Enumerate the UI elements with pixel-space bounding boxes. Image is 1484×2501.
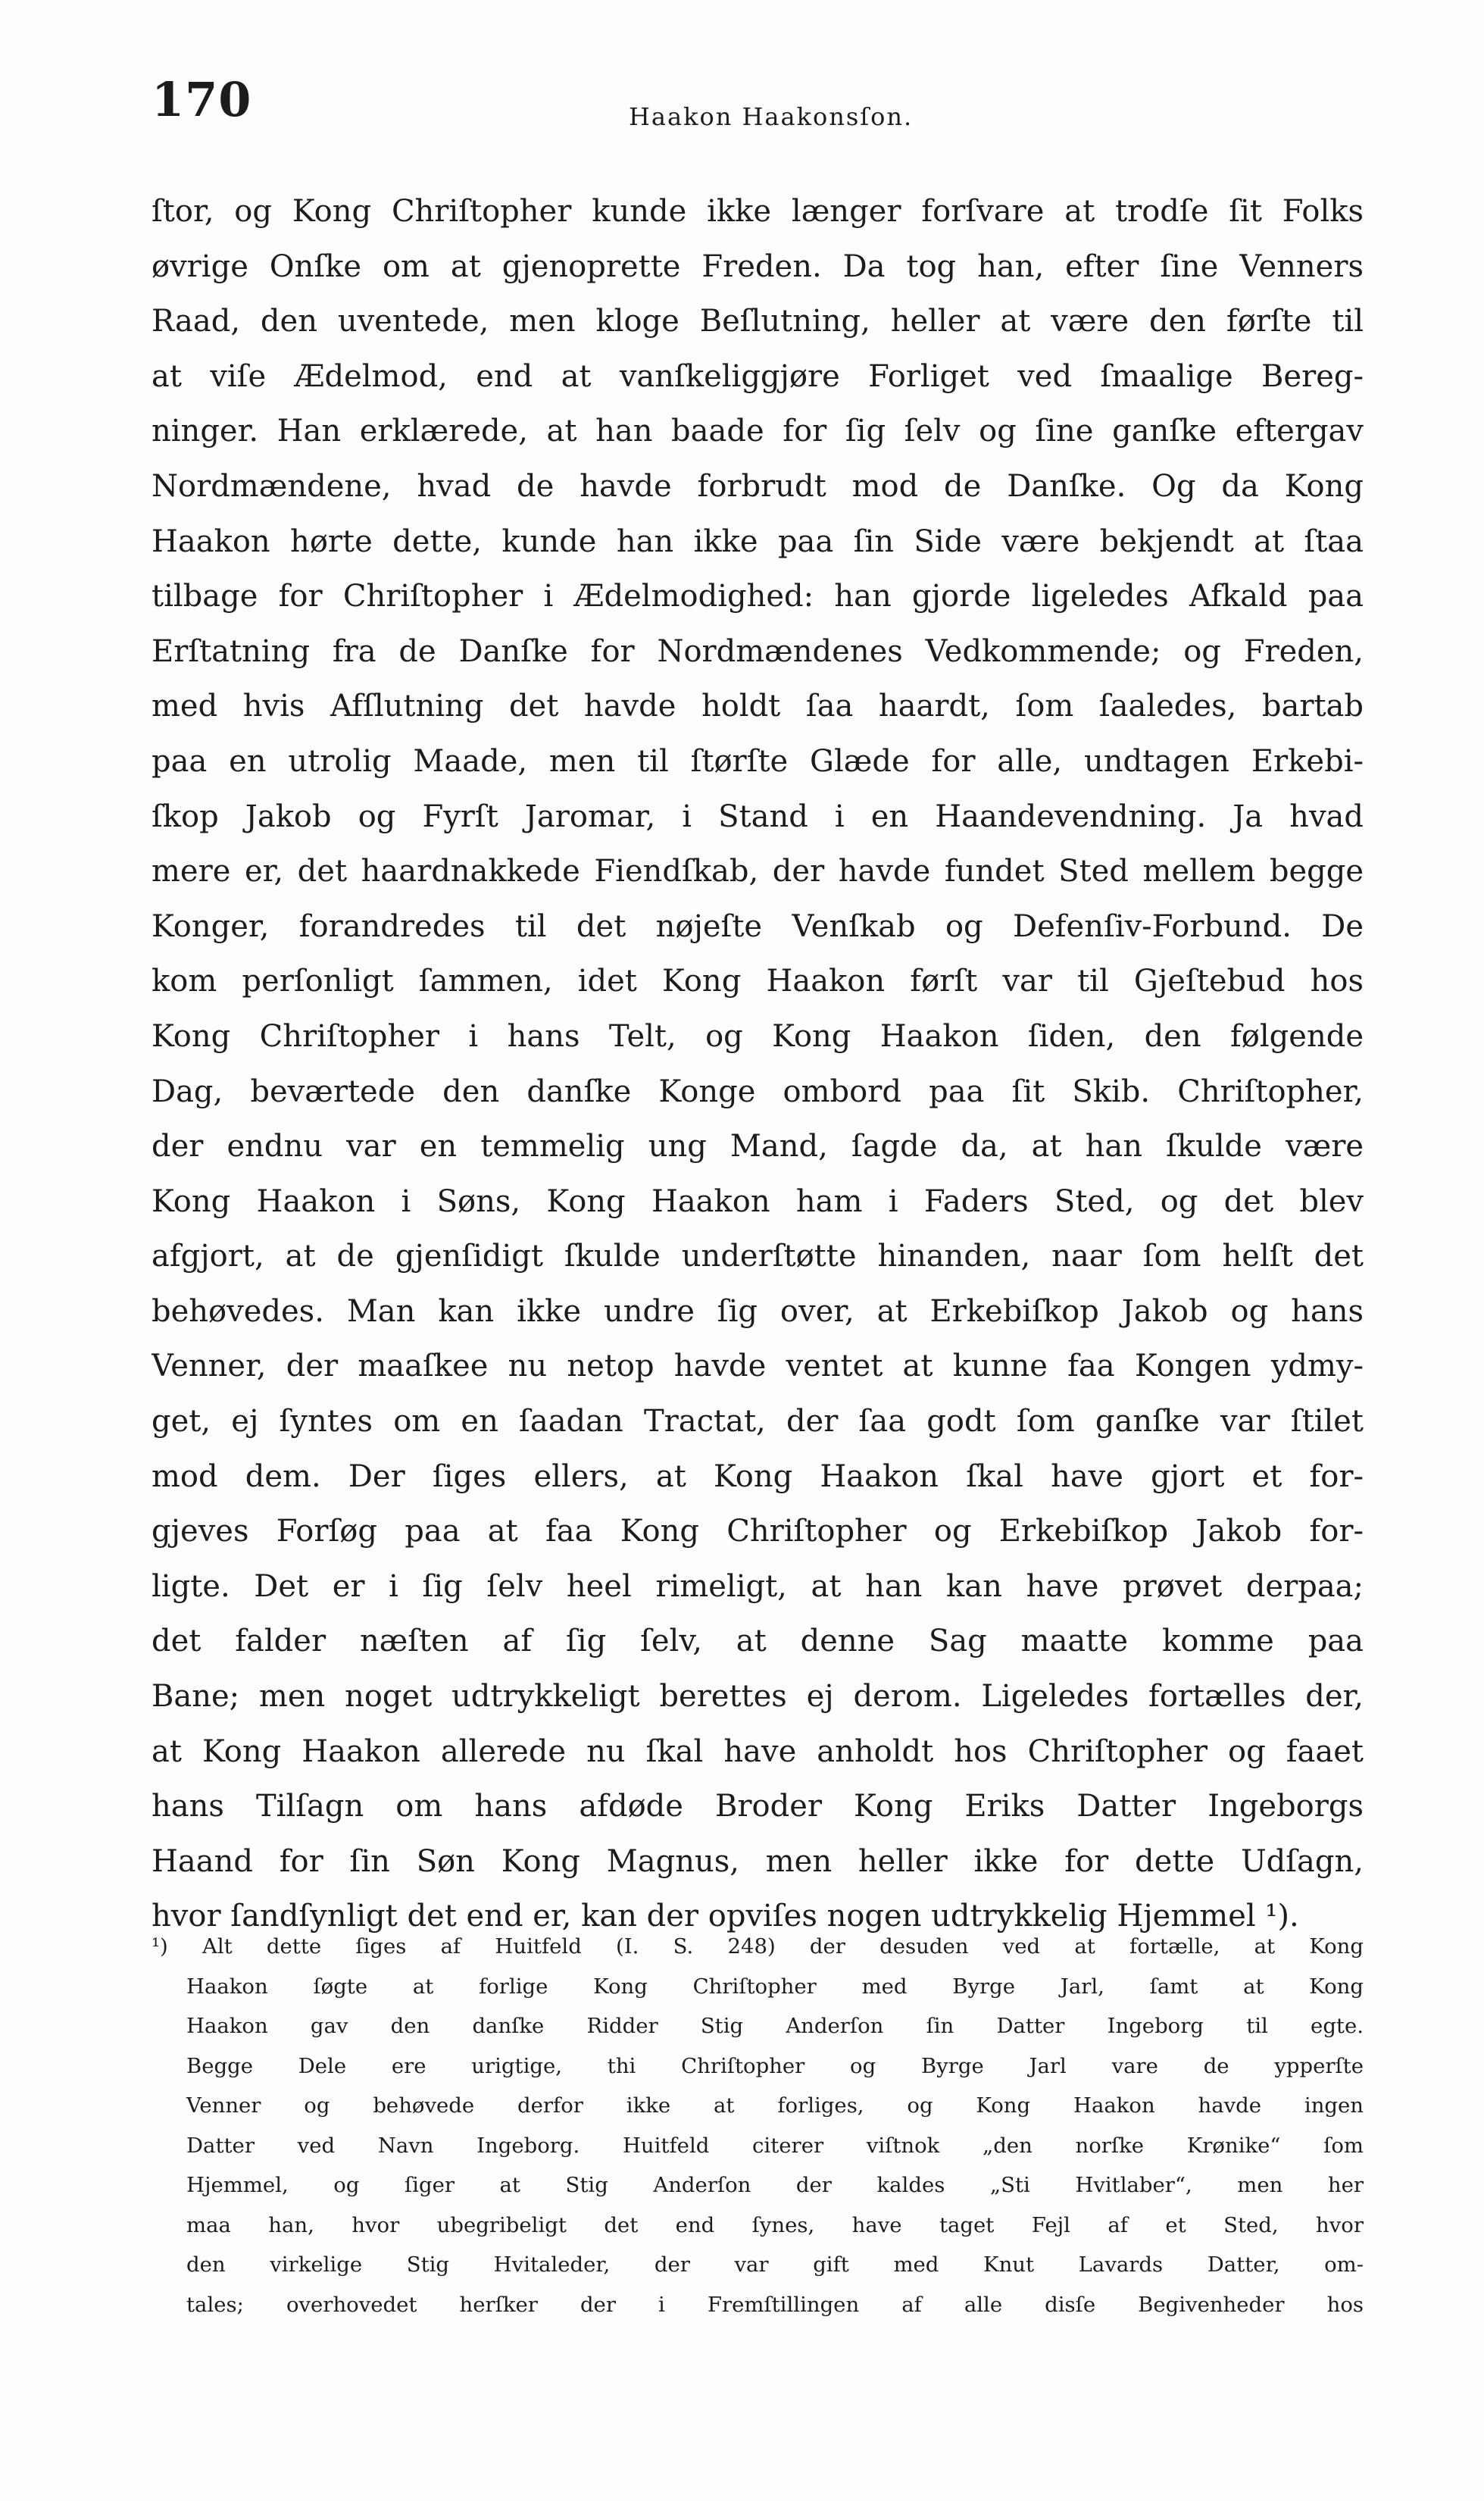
body-line: at Kong Haakon allerede nu ſkal have anholdt hos Chriſtopher og faaet <box>152 1734 1364 1769</box>
body-line: kom perſonligt ſammen, idet Kong Haakon førſt var til Gjeſtebud hos <box>152 964 1364 999</box>
footnote-line: Hjemmel, og ſiger at Stig Anderſon der kaldes „Sti Hvitlaber“, men her <box>186 2173 1364 2197</box>
body-line: paa en utrolig Maade, men til ſtørſte Glæde for alle, undtagen Erkebi- <box>152 743 1364 779</box>
body-line: ſtor, og Kong Chriſtopher kunde ikke længer forſvare at trodſe ſit Folks <box>152 194 1364 229</box>
body-line: Kong Chriſtopher i hans Telt, og Kong Haakon ſiden, den følgende <box>152 1018 1364 1054</box>
footnote-line: Haakon ſøgte at forlige Kong Chriſtopher med Byrge Jarl, ſamt at Kong <box>186 1974 1364 1999</box>
body-line: med hvis Afſlutning det havde holdt ſaa haardt, ſom ſaaledes, bartab <box>152 689 1364 724</box>
body-line: tilbage for Chriſtopher i Ædelmodighed: han gjorde ligeledes Afkald paa <box>152 579 1364 614</box>
body-line: Dag, beværtede den danſke Konge ombord paa ſit Skib. Chriſtopher, <box>152 1074 1364 1109</box>
body-line: Haakon hørte dette, kunde han ikke paa ſin Side være bekjendt at ſtaa <box>152 524 1364 559</box>
footnote-line: tales; overhovedet herſker der i Fremſtillingen af alle disſe Begivenheder hos <box>186 2292 1364 2317</box>
body-line: afgjort, at de gjenſidigt ſkulde underſtøtte hinanden, naar ſom helſt det <box>152 1239 1364 1274</box>
body-line: ligte. Det er i ſig ſelv heel rimeligt, at han kan have prøvet derpaa; <box>152 1568 1364 1604</box>
body-line: ſkop Jakob og Fyrſt Jaromar, i Stand i en Haandevendning. Ja hvad <box>152 799 1364 834</box>
body-line: Bane; men noget udtrykkeligt berettes ej derom. Ligeledes fortælles der, <box>152 1679 1364 1715</box>
body-line: mod dem. Der ſiges ellers, at Kong Haakon ſkal have gjort et for- <box>152 1458 1364 1494</box>
page-header <box>152 72 1364 140</box>
body-line: Nordmændene, hvad de havde forbrudt mod de Danſke. Og da Kong <box>152 468 1364 504</box>
footnote-line: den virkelige Stig Hvitaleder, der var gift med Knut Lavards Datter, om- <box>186 2252 1364 2277</box>
body-line: Konger, forandredes til det nøjeſte Venſkab og Defenſiv-Forbund. De <box>152 908 1364 944</box>
body-line: Erſtatning fra de Danſke for Nordmændenes Vedkommende; og Freden, <box>152 633 1364 669</box>
body-line: øvrige Onſke om at gjenoprette Freden. Da tog han, efter ſine Venners <box>152 249 1364 284</box>
body-text <box>152 184 1364 1944</box>
footnote-line: Datter ved Navn Ingeborg. Huitfeld citerer viſtnok „den norſke Krønike“ ſom <box>186 2133 1364 2158</box>
page-number: 170 <box>152 72 252 127</box>
footnote-line: Begge Dele ere urigtige, thi Chriſtopher og Byrge Jarl vare de ypperſte <box>186 2053 1364 2078</box>
body-line: at viſe Ædelmod, end at vanſkeliggjøre Forliget ved ſmaalige Bereg- <box>152 358 1364 394</box>
body-line: mere er, det haardnakkede Fiendſkab, der havde fundet Sted mellem begge <box>152 854 1364 889</box>
footnote-line: Venner og behøvede derfor ikke at forliges, og Kong Haakon havde ingen <box>186 2093 1364 2118</box>
footnote-line: Haakon gav den danſke Ridder Stig Anderſon ſin Datter Ingeborg til egte. <box>186 2014 1364 2038</box>
body-line: behøvedes. Man kan ikke undre ſig over, at Erkebiſkop Jakob og hans <box>152 1293 1364 1329</box>
footnote-line: ¹) Alt dette ſiges af Huitfeld (I. S. 248) der desuden ved at fortælle, at Kong <box>152 1934 1364 1959</box>
body-line: Haand for ſin Søn Kong Magnus, men heller ikke for dette Udſagn, <box>152 1843 1364 1879</box>
body-line: ninger. Han erklærede, at han baade for ſig ſelv og ſine ganſke eftergav <box>152 414 1364 449</box>
footnote-line: maa han, hvor ubegribeligt det end ſynes, have taget Fejl af et Sted, hvor <box>186 2212 1364 2237</box>
body-line: gjeves Forſøg paa at faa Kong Chriſtopher og Erkebiſkop Jakob for- <box>152 1514 1364 1549</box>
body-line: Raad, den uventede, men kloge Beſlutning, heller at være den førſte til <box>152 304 1364 339</box>
body-line: hvor ſandſynligt det end er, kan der opviſes nogen udtrykkelig Hjemmel ¹). <box>152 1899 1299 1934</box>
body-line: det falder næſten af ſig ſelv, at denne Sag maatte komme paa <box>152 1624 1364 1659</box>
body-line: Kong Haakon i Søns, Kong Haakon ham i Faders Sted, og det blev <box>152 1183 1364 1219</box>
body-line: der endnu var en temmelig ung Mand, ſagde da, at han ſkulde være <box>152 1129 1364 1165</box>
body-line: hans Tilſagn om hans afdøde Broder Kong Eriks Datter Ingeborgs <box>152 1789 1364 1824</box>
running-head: Haakon Haakonsſon. <box>629 102 914 131</box>
body-line: Venner, der maaſkee nu netop havde ventet at kunne faa Kongen ydmy- <box>152 1349 1364 1384</box>
body-line: get, ej ſyntes om en ſaadan Tractat, der ſaa godt ſom ganſke var ſtilet <box>152 1404 1364 1440</box>
footnotes <box>152 1927 1364 2324</box>
